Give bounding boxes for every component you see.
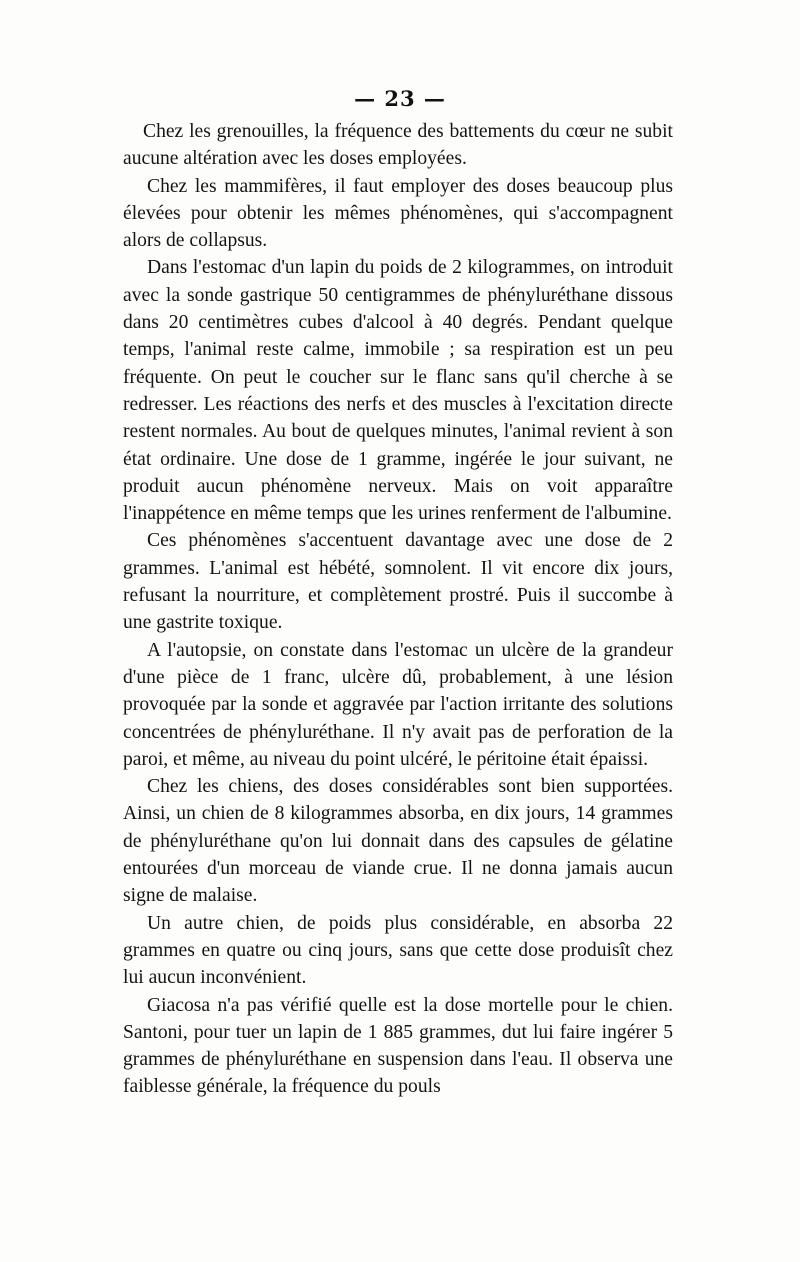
- paragraph-7: Un autre chien, de poids plus considérable, en absorba 22 grammes en quatre ou cinq jours, sans que cette dose produisît chez lui aucun inconvénient.: [123, 912, 673, 989]
- paragraph-2: Chez les mammifères, il faut employer des doses beaucoup plus élevées pour obtenir les mêmes phénomènes, qui s'accompagnent alors de collapsus.: [123, 175, 673, 252]
- paragraph-4: Ces phénomènes s'accentuent davantage avec une dose de 2 grammes. L'animal est hébété, somnolent. Il vit encore dix jours, refusant la nourriture, et complètement prostré. Puis il succombe à une gastrite toxique.: [123, 530, 673, 634]
- paragraph-8: Giacosa n'a pas vérifié quelle est la dose mortelle pour le chien. Santoni, pour tuer un lapin de 1 885 grammes, dut lui faire ingérer 5 grammes de phényluréthane en suspension dans l'eau. Il observa une faiblesse générale, la fréquence du pouls: [123, 994, 673, 1098]
- page-number: — 23 —: [354, 86, 446, 111]
- paragraph-3: Dans l'estomac d'un lapin du poids de 2 kilogrammes, on introduit avec la sonde gastrique 50 centigrammes de phényluréthane dissous dans 20 centimètres cubes d'alcool à 40 degrés. Pendant quelque temps, l'animal reste calme, immobile ; sa respiration est un peu fréquente. On peut le coucher sur le flanc sans qu'il cherche à se redresser. Les réactions des nerfs et des muscles à l'excitation directe restent normales. Au bout de quelques minutes, l'animal revient à son état ordinaire. Une dose de 1 gramme, ingérée le jour suivant, ne produit aucun phénomène nerveux. Mais on voit apparaître l'inappétence en même temps que les urines renferment de l'albumine.: [123, 257, 673, 525]
- paragraph-5: A l'autopsie, on constate dans l'estomac un ulcère de la grandeur d'une pièce de 1 franc, ulcère dû, probablement, à une lésion provoquée par la sonde et aggravée par l'action irritante des solutions concentrées de phényluréthane. Il n'y avait pas de perforation de la paroi, et même, au niveau du point ulcéré, le péritoine était épaissi.: [123, 639, 673, 770]
- paragraph-6: Chez les chiens, des doses considérables sont bien supportées. Ainsi, un chien de 8 kilogrammes absorba, en dix jours, 14 grammes de phényluréthane qu'on lui donnait dans des capsules de gélatine entourées d'un morceau de viande crue. Il ne donna jamais aucun signe de malaise.: [123, 776, 673, 907]
- paragraph-1: Chez les grenouilles, la fréquence des battements du cœur ne subit aucune altération avec les doses employées.: [123, 121, 673, 170]
- body-text: [123, 118, 673, 1101]
